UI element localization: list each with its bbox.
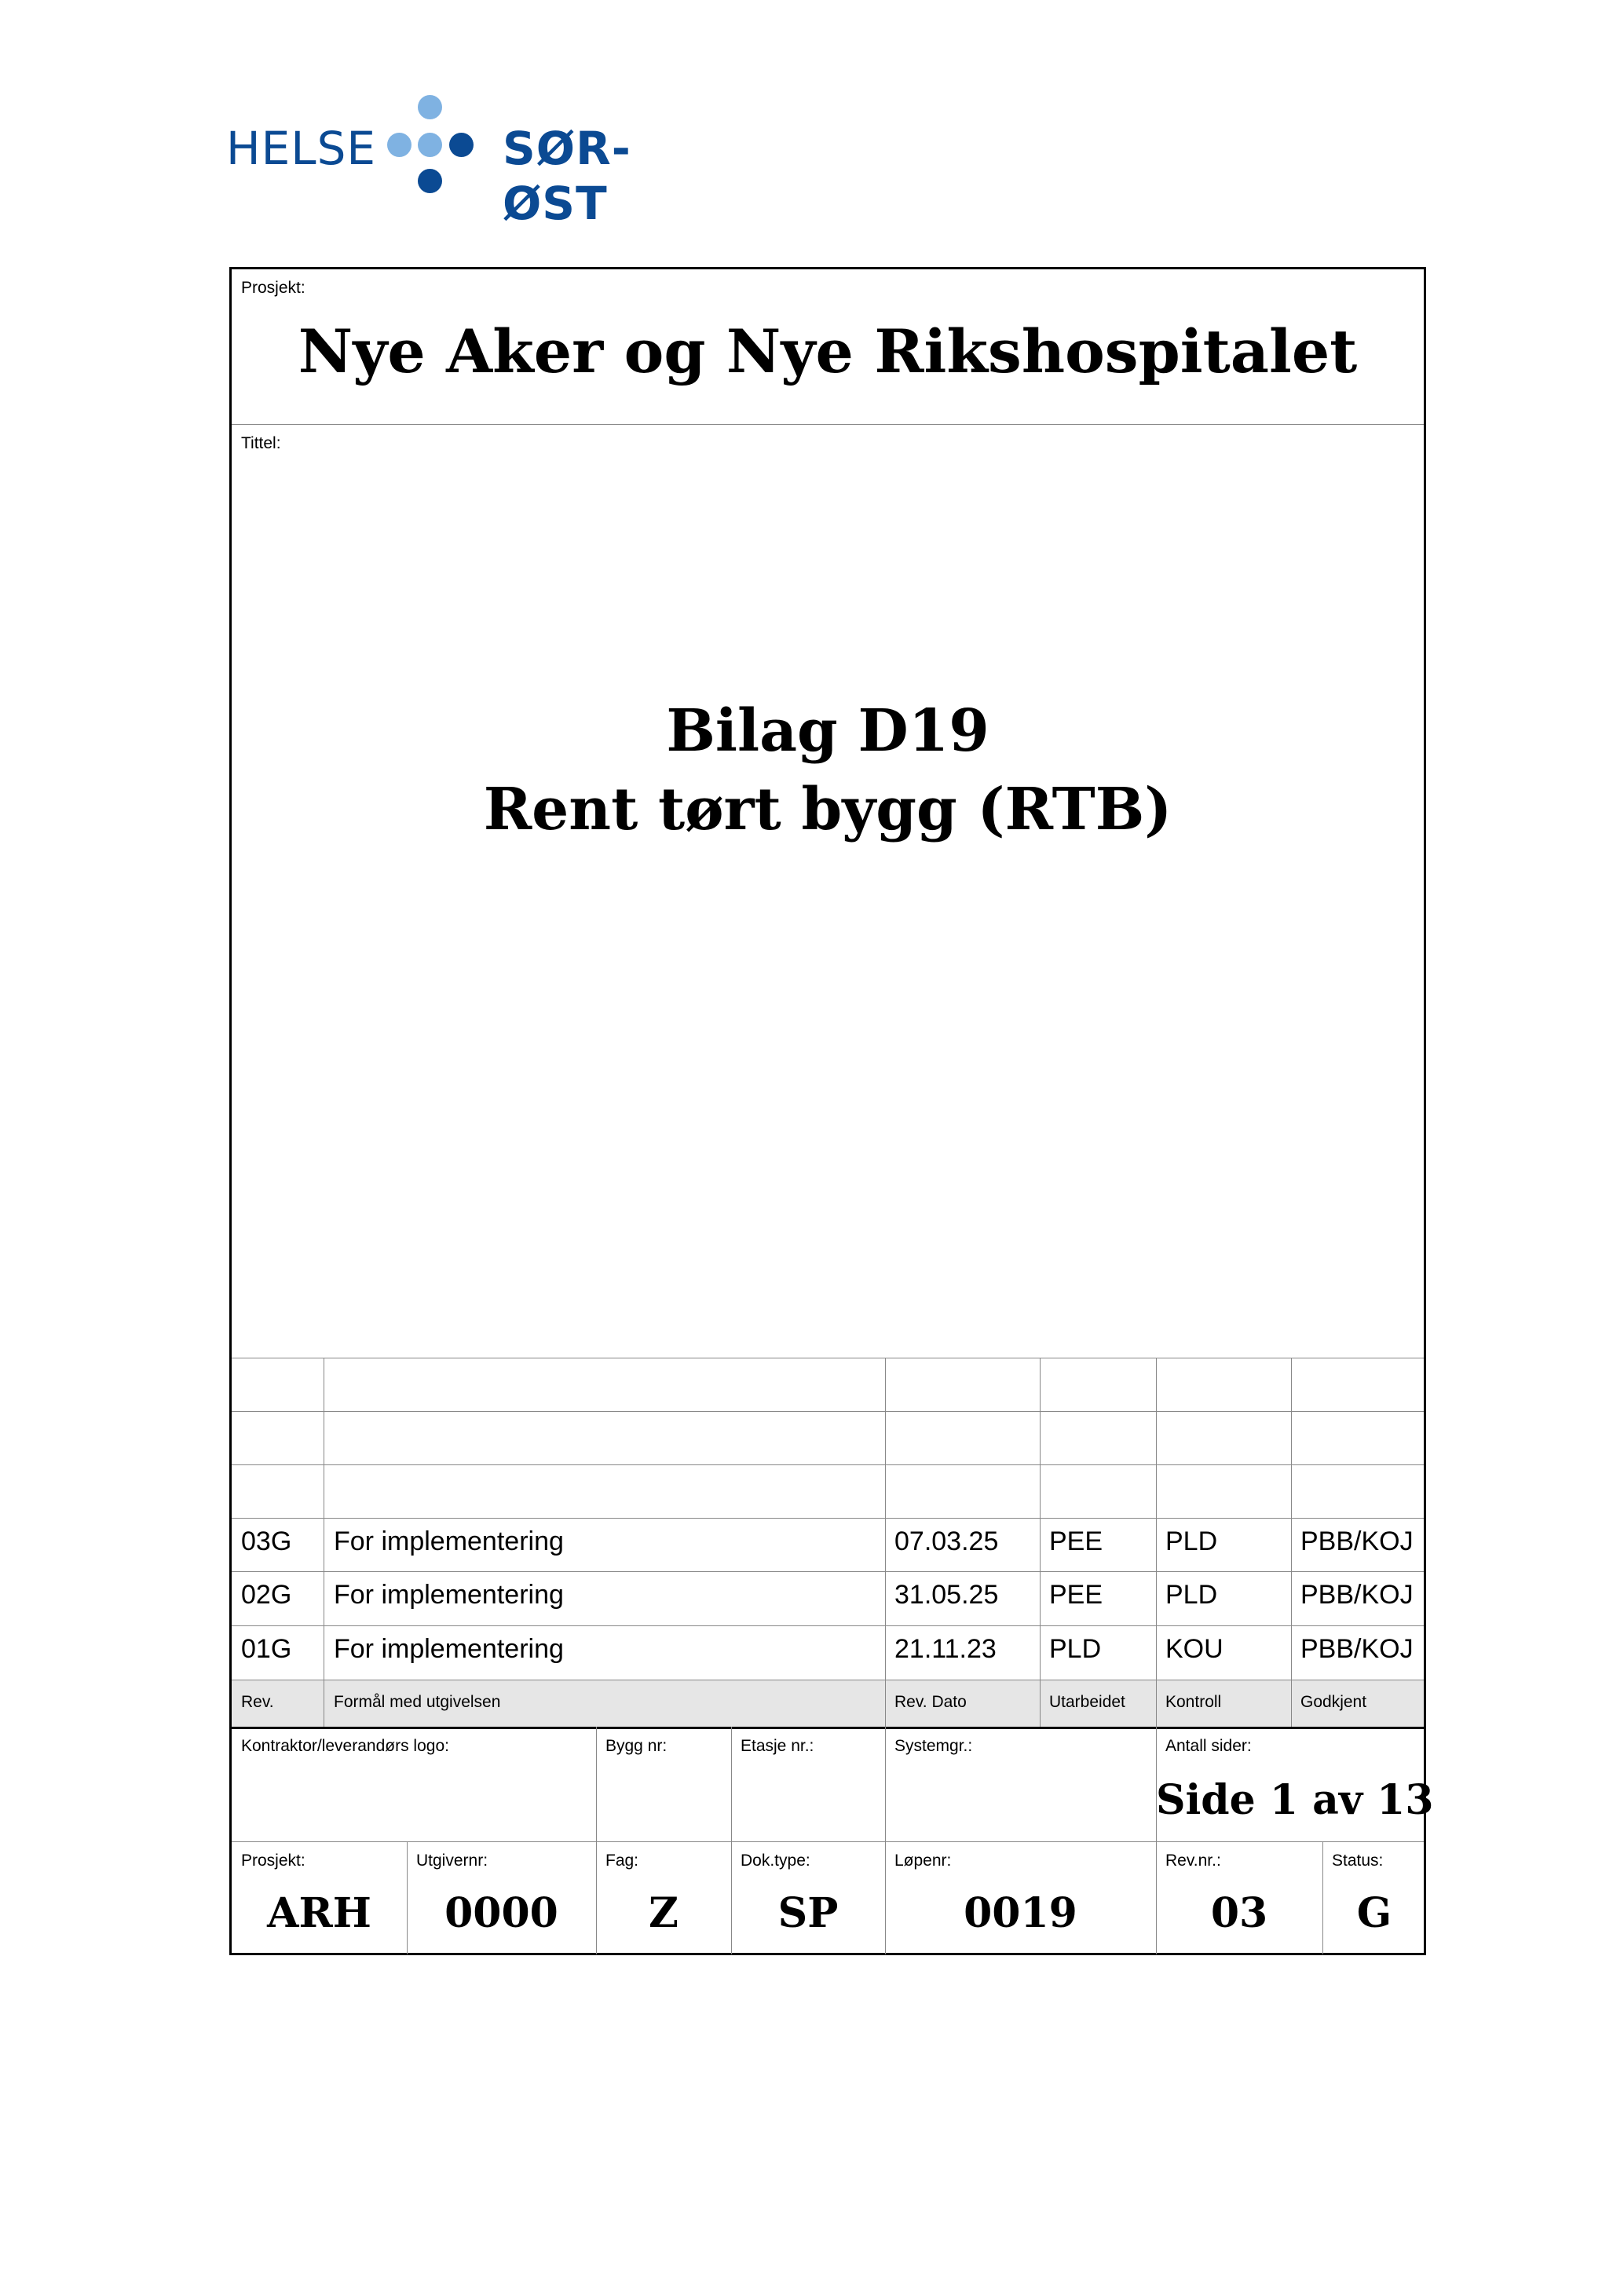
revision-purpose: For implementering <box>334 1580 564 1610</box>
document-title-line1: Bilag D19 <box>666 697 989 765</box>
revision-date: 21.11.23 <box>894 1634 997 1664</box>
revision-checked: PLD <box>1165 1526 1218 1556</box>
revision-purpose: For implementering <box>334 1634 564 1664</box>
project-label: Prosjekt: <box>241 279 305 297</box>
revision-purpose: For implementering <box>334 1526 564 1556</box>
revision-prepared: PEE <box>1049 1526 1103 1556</box>
status-label: Status: <box>1332 1852 1384 1870</box>
revno-value: 03 <box>1210 1889 1268 1937</box>
purpose-header: Formål med utgivelsen <box>334 1693 501 1711</box>
contractor-logo-label: Kontraktor/leverandørs logo: <box>241 1737 449 1755</box>
revision-date: 07.03.25 <box>894 1526 999 1556</box>
document-title-line2: Rent tørt bygg (RTB) <box>483 776 1172 843</box>
project-code-label: Prosjekt: <box>241 1852 305 1870</box>
building-label: Bygg nr: <box>605 1737 668 1755</box>
rev-header: Rev. <box>241 1693 274 1711</box>
column-divider <box>596 1727 597 1841</box>
issue-value: 0000 <box>444 1889 558 1937</box>
column-divider <box>1291 1358 1292 1727</box>
document-title <box>232 692 1424 849</box>
discipline-label: Fag: <box>605 1852 639 1870</box>
prepared-header: Utarbeidet <box>1049 1693 1125 1711</box>
revision-rev: 01G <box>241 1634 292 1664</box>
logo-right-text: SØR-ØST <box>503 122 631 230</box>
project-code-value: ARH <box>267 1889 371 1937</box>
revision-rev: 03G <box>241 1526 292 1556</box>
doctype-value: SP <box>777 1889 839 1937</box>
date-header: Rev. Dato <box>894 1693 967 1711</box>
project-name: Nye Aker og Nye Rikshospitalet <box>298 316 1358 386</box>
column-divider <box>885 1358 886 1727</box>
doctype-label: Dok.type: <box>741 1852 810 1870</box>
system-label: Systemgr.: <box>894 1737 973 1755</box>
serial-value: 0019 <box>964 1889 1077 1937</box>
revision-date: 31.05.25 <box>894 1580 999 1610</box>
checked-header: Kontroll <box>1165 1693 1222 1711</box>
divider <box>232 1727 1424 1729</box>
divider <box>232 1518 1424 1519</box>
pages-label: Antall sider: <box>1165 1737 1252 1755</box>
logo-left-text: HELSE <box>226 122 377 175</box>
divider <box>232 1464 1424 1465</box>
column-divider <box>1156 1358 1157 1727</box>
issue-label: Utgivernr: <box>416 1852 488 1870</box>
title-block-frame <box>229 267 1434 1955</box>
status-value: G <box>1356 1889 1392 1937</box>
revision-prepared: PEE <box>1049 1580 1103 1610</box>
discipline-value: Z <box>649 1889 678 1937</box>
divider <box>232 1625 1424 1626</box>
pages-value: Side 1 av 13 <box>1156 1776 1434 1824</box>
revision-prepared: PLD <box>1049 1634 1102 1664</box>
divider <box>232 1841 1424 1842</box>
divider <box>232 1571 1424 1572</box>
divider <box>232 424 1424 425</box>
revision-approved: PBB/KOJ <box>1300 1580 1414 1610</box>
revision-checked: PLD <box>1165 1580 1218 1610</box>
revision-checked: KOU <box>1165 1634 1223 1664</box>
serial-label: Løpenr: <box>894 1852 952 1870</box>
column-divider <box>1040 1358 1041 1727</box>
divider <box>232 1411 1424 1412</box>
title-label: Tittel: <box>241 434 281 452</box>
revision-approved: PBB/KOJ <box>1300 1526 1414 1556</box>
helse-sor-ost-logo <box>226 93 713 230</box>
approved-header: Godkjent <box>1300 1693 1367 1711</box>
revision-rev: 02G <box>241 1580 292 1610</box>
revno-label: Rev.nr.: <box>1165 1852 1221 1870</box>
floor-label: Etasje nr.: <box>741 1737 814 1755</box>
revision-approved: PBB/KOJ <box>1300 1634 1414 1664</box>
